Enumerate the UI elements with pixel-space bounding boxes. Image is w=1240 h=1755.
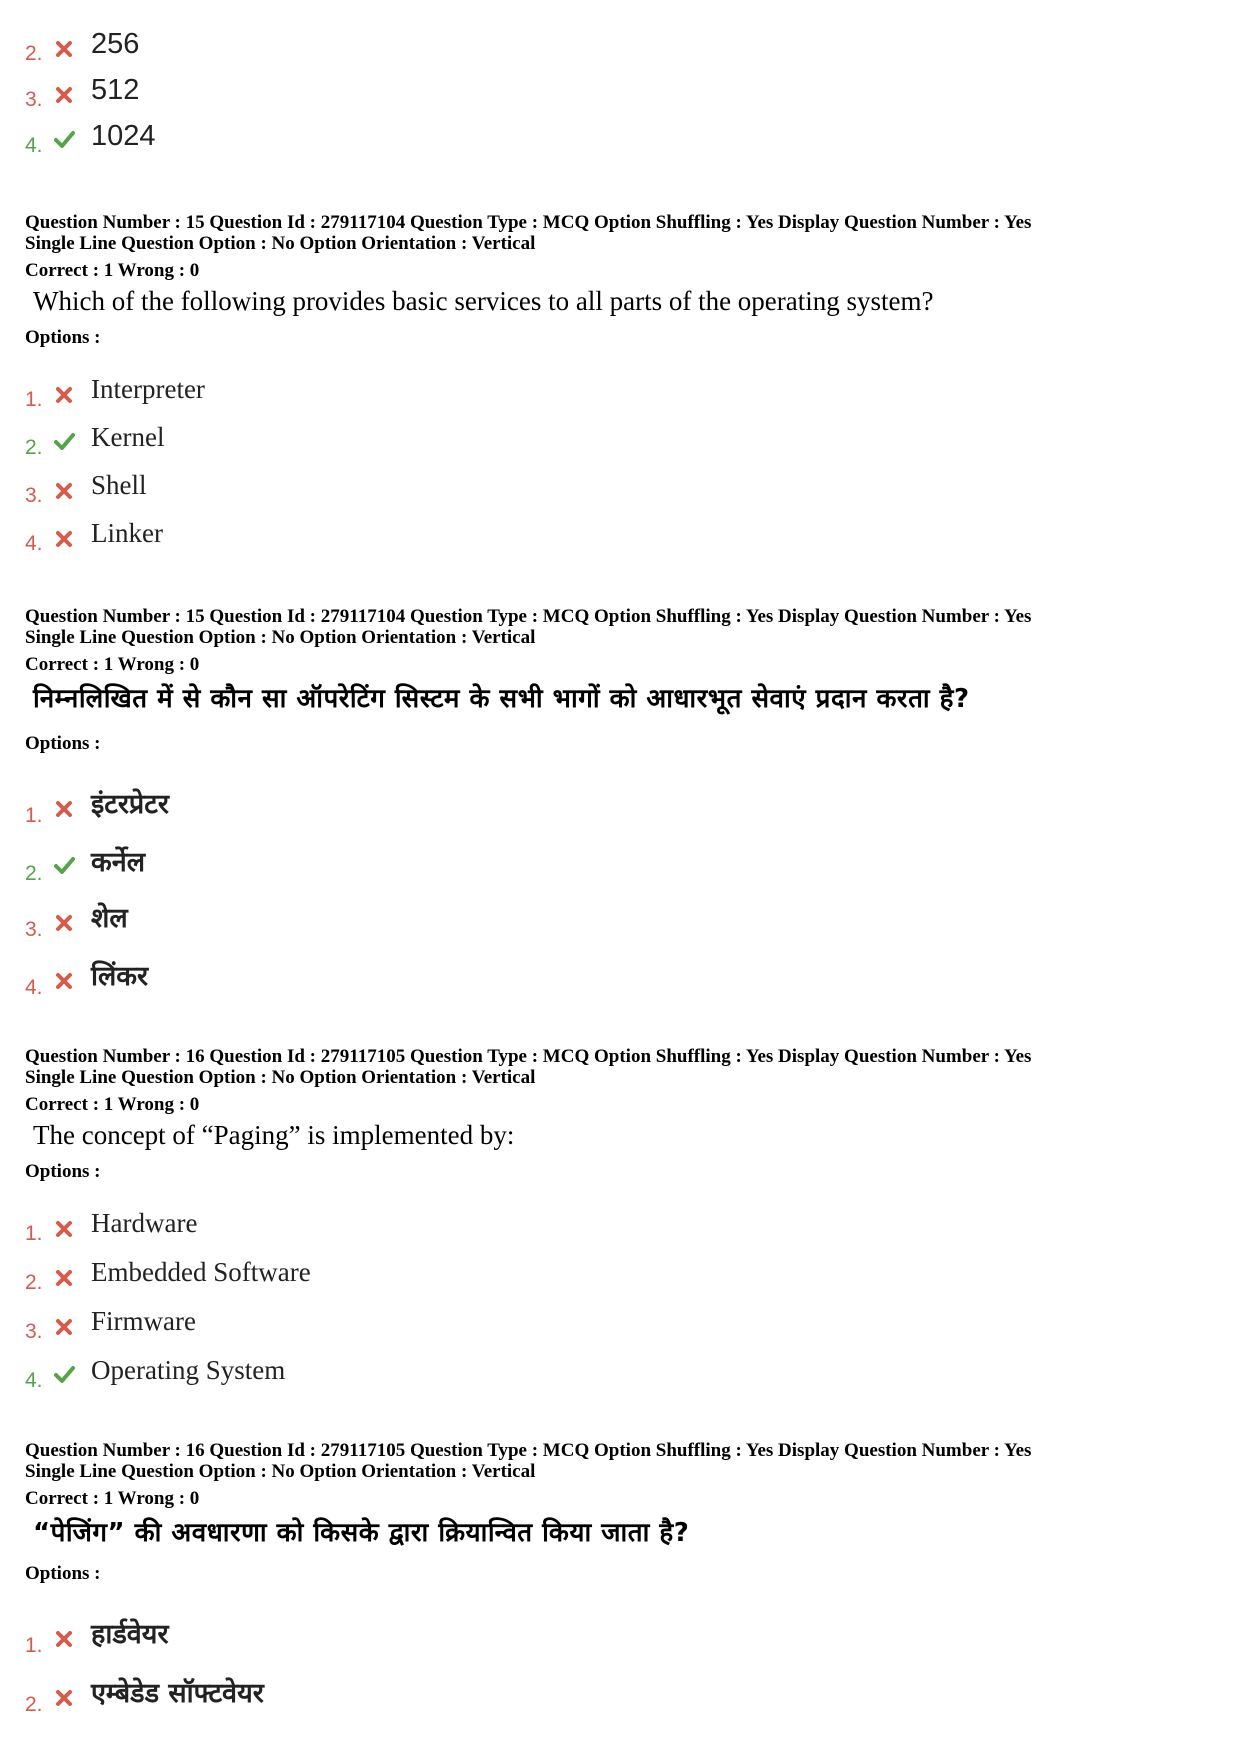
option-text: Interpreter [91,374,205,404]
option-text: Kernel [91,422,165,452]
wrong-cross-icon [53,1687,75,1709]
wrong-cross-icon [53,912,75,934]
question-block [25,1046,1225,1183]
wrong-cross-icon [53,384,75,406]
option-text: Firmware [91,1306,196,1336]
option-text: Operating System [91,1355,286,1385]
option-number: 3. [25,88,43,111]
option-text: Linker [91,518,163,548]
option-number: 2. [25,436,43,459]
option-number: 4. [25,532,43,555]
option-text: Shell [91,470,147,500]
option-number: 1. [25,1222,43,1245]
wrong-cross-icon [53,1267,75,1289]
question-meta: Question Number : 15 Question Id : 279117104 Question Type : MCQ Option Shuffling : Yes Display Question Number : Yes [25,212,1032,233]
option-text: लिंकर [91,961,149,992]
correct-check-icon [53,430,75,452]
question-block [25,1440,1225,1585]
option-text: कर्नेल [91,847,146,878]
wrong-cross-icon [53,1316,75,1338]
correct-check-icon [53,1363,75,1385]
question-text: निम्नलिखित में से कौन सा ऑपरेटिंग सिस्टम के सभी भागों को आधारभूत सेवाएं प्रदान करता है? [33,684,970,714]
question-text: Which of the following provides basic services to all parts of the operating system? [33,286,934,316]
option-number: 1. [25,388,43,411]
option-text: शेल [91,903,128,934]
correct-check-icon [53,128,75,150]
option-number: 3. [25,484,43,507]
wrong-cross-icon [53,528,75,550]
wrong-cross-icon [53,970,75,992]
option-number: 3. [25,918,43,941]
option-text: Embedded Software [91,1257,311,1287]
option-number: 1. [25,804,43,827]
option-text: एम्बेडेड सॉफ्टवेयर [91,1678,264,1709]
option-number: 4. [25,976,43,999]
option-number: 2. [25,1693,43,1716]
question-marks: Correct : 1 Wrong : 0 [25,1094,200,1115]
option-text: 256 [91,28,140,60]
question-block [25,212,1225,349]
option-number: 4. [25,1369,43,1392]
option-number: 2. [25,1271,43,1294]
option-number: 2. [25,862,43,885]
option-number: 1. [25,1634,43,1657]
option-text: 1024 [91,120,156,152]
option-text: 512 [91,74,140,106]
option-text: Hardware [91,1208,198,1238]
question-text: “पेजिंग” की अवधारणा को किसके द्वारा क्रियान्वित किया जाता है? [33,1518,690,1548]
option-number: 2. [25,42,43,65]
correct-check-icon [53,854,75,876]
question-meta: Question Number : 16 Question Id : 279117105 Question Type : MCQ Option Shuffling : Yes Display Question Number : Yes [25,1046,1032,1067]
option-number: 3. [25,1320,43,1343]
wrong-cross-icon [53,798,75,820]
options-label: Options : [25,733,101,754]
question-meta-line2: Single Line Question Option : No Option Orientation : Vertical [25,627,536,648]
wrong-cross-icon [53,38,75,60]
wrong-cross-icon [53,480,75,502]
question-meta-line2: Single Line Question Option : No Option Orientation : Vertical [25,233,536,254]
wrong-cross-icon [53,1218,75,1240]
question-meta: Question Number : 16 Question Id : 279117105 Question Type : MCQ Option Shuffling : Yes Display Question Number : Yes [25,1440,1032,1461]
question-marks: Correct : 1 Wrong : 0 [25,260,200,281]
question-block [25,606,1225,755]
question-marks: Correct : 1 Wrong : 0 [25,1488,200,1509]
options-label: Options : [25,1563,101,1584]
option-number: 4. [25,134,43,157]
wrong-cross-icon [53,1628,75,1650]
options-label: Options : [25,1161,101,1182]
question-marks: Correct : 1 Wrong : 0 [25,654,200,675]
question-meta-line2: Single Line Question Option : No Option Orientation : Vertical [25,1461,536,1482]
options-label: Options : [25,327,101,348]
option-text: हार्डवेयर [91,1619,169,1650]
question-meta: Question Number : 15 Question Id : 279117104 Question Type : MCQ Option Shuffling : Yes Display Question Number : Yes [25,606,1032,627]
question-text: The concept of “Paging” is implemented by: [33,1120,515,1150]
question-meta-line2: Single Line Question Option : No Option Orientation : Vertical [25,1067,536,1088]
option-text: इंटरप्रेटर [91,789,169,820]
wrong-cross-icon [53,84,75,106]
